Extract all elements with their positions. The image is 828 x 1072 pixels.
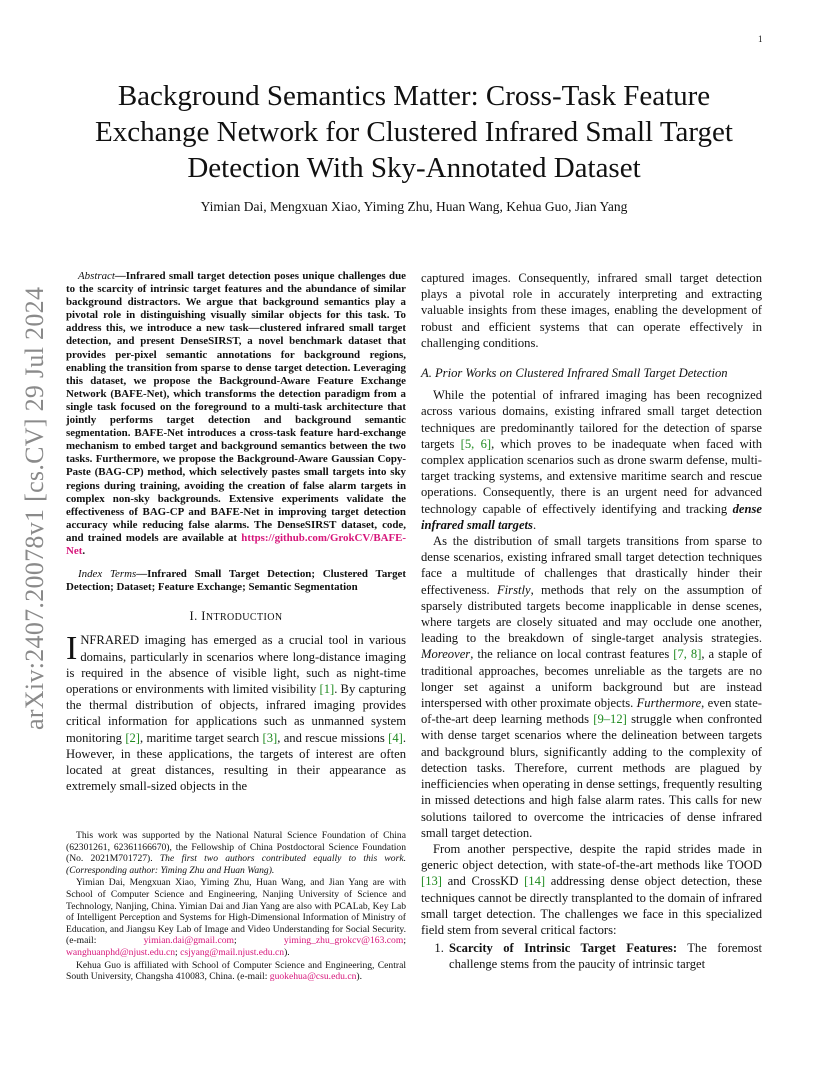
github-link[interactable]: https://github.com/GrokCV/BAFE-Net — [66, 531, 406, 557]
index-terms-label: Index Terms — [78, 568, 137, 581]
citation-link[interactable]: [9–12] — [593, 712, 627, 727]
citation-link[interactable]: [14] — [524, 874, 546, 889]
citation-link[interactable]: [13] — [421, 874, 442, 889]
index-terms: Index Terms—Infrared Small Target Detection; Clustered Target Detection; Dataset; Feature Exchange; Semantic Segmentation — [66, 568, 406, 594]
citation-link[interactable]: [1] — [319, 682, 335, 697]
subsection-heading-prior-works: A. Prior Works on Clustered Infrared Small Target Detection — [421, 366, 728, 381]
prior-works-paragraph-2: As the distribution of small targets transitions from sparse to dense scenarios, existing infrared small target detection techniques face a multitude of challenges that drastically hinder their effectiveness. Firstly, methods that rely on the assumption of sparsely distributed targets become inapplicable in dense scenes, where targets are closely situated and may occlude one another, leading to the breakdown of single-target analysis strategies. Moreover, the reliance on local contrast features [7, 8], a staple of traditional approaches, becomes unreliable as the targets are no longer set against a uniform background but are instead interspersed with other proximate objects. Furthermore, even state-of-the-art deep learning methods [9–12] struggle when confronted with dense target scenarios where the delineation between targets and background blurs, significantly adding to the complexity of detection tasks. Therefore, current methods are plagued by inefficiencies when operating in dense settings, frequently resulting in missed detections and high false alarm rates. This calls for new solutions tailored to overcome the intricacies of dense infrared small target detection. — [421, 534, 762, 840]
drop-cap: I — [66, 630, 78, 668]
section-heading-introduction: I. INTRODUCTION — [189, 609, 283, 624]
paper-title: Background Semantics Matter: Cross-Task Feature Exchange Network for Clustered Infrared Small Target Detection With Sky-Annotated Dataset — [95, 80, 733, 184]
email-link[interactable]: yimian.dai@gmail.com — [143, 935, 234, 947]
email-link[interactable]: csjyang@mail.njust.edu.cn — [180, 946, 285, 958]
arxiv-stamp: arXiv:2407.20078v1 [cs.CV] 29 Jul 2024 — [20, 286, 49, 730]
funding-footnote: This work was supported by the National Natural Science Foundation of China (62301261, 62361166670), the Fellowship of China Postdoctoral Science Foundation (No. 2021M701727). The first two authors contributed equally to this work. (Corresponding author: Yiming Zhu and Huan Wang). — [66, 830, 406, 876]
intro-paragraph-continued: captured images. Consequently, infrared small target detection plays a pivotal role in accurately interpreting and extracting valuable insights from these images, enabling the development of robust and efficient systems that can operate effectively in challenging conditions. — [421, 271, 762, 350]
email-link[interactable]: guokehua@csu.edu.cn — [269, 971, 357, 983]
author-list: Yimian Dai, Mengxuan Xiao, Yiming Zhu, Huan Wang, Kehua Guo, Jian Yang — [200, 199, 628, 214]
citation-link[interactable]: [3] — [262, 730, 278, 745]
email-link[interactable]: yiming_zhu_grokcv@163.com — [283, 935, 404, 947]
email-link[interactable]: wanghuanphd@njust.edu.cn — [66, 946, 176, 958]
prior-works-paragraph-1: While the potential of infrared imaging has been recognized across various domains, existing infrared small target detection techniques are predominantly tailored for the detection of sparse targets [5, 6], which proves to be inadequate when faced with complex application scenarios such as drone swarm defense, multi-target tracking systems, and extensive maritime search and rescue operations. Consequently, there is an urgent need for advanced technology capable of effectively identifying and tracking dense infrared small targets. — [421, 388, 763, 532]
footnotes — [66, 830, 406, 984]
page-number: 1 — [758, 34, 763, 44]
abstract: Abstract—Infrared small target detection poses unique challenges due to the scarcity of intrinsic target features and the abundance of similar background distractors. We argue that background semantics play a pivotal role in distinguishing visually similar objects for this task. To address this, we introduce a new task—clustered infrared small target detection, and present DenseSIRST, a novel benchmark dataset that provides per-pixel semantic annotations for background regions, enabling the transition from sparse to dense target detection. Leveraging this dataset, we propose the Background-Aware Feature Exchange Network (BAFE-Net), which transforms the detection paradigm from a single task focused on the foreground to a multi-task architecture that jointly performs target detection and background semantic segmentation. BAFE-Net introduces a cross-task feature hard-exchange mechanism to embed target and background semantics between the two tasks. Furthermore, we propose the Background-Aware Gaussian Copy-Paste (BAG-CP) method, which selectively pastes small targets into sky regions during training, avoiding the creation of false alarm targets in complex non-sky backgrounds. Extensive experiments validate the effectiveness of BAG-CP and BAFE-Net in improving target detection accuracy while reducing false alarms. The DenseSIRST dataset, code, and trained models are available at https://github.com/GrokCV/BAFE-Net. — [66, 270, 406, 557]
right-column — [421, 270, 762, 973]
affiliation-footnote: Yimian Dai, Mengxuan Xiao, Yiming Zhu, Huan Wang, and Jian Yang are with School of Computer Science and Engineering, Nanjing University of Science and Technology, Nanjing, China. Yimian Dai and Jian Yang are also with PCALab, Key Lab of Intelligent Perception and Systems for High-Dimensional Information of Ministry of Education, and Jiangsu Key Lab of Image and Video Understanding for Social Security. (e-mail: yimian.dai@gmail.com; yiming_zhu_grokcv@163.com; wanghuanphd@njust.edu.cn; csjyang@mail.njust.edu.cn). — [66, 877, 406, 958]
citation-link[interactable]: [2] — [125, 730, 140, 745]
abstract-label: Abstract — [78, 270, 115, 282]
left-column — [66, 270, 406, 794]
citation-link[interactable]: [4] — [388, 730, 403, 745]
prior-works-paragraph-3: From another perspective, despite the rapid strides made in generic object detection, with state-of-the-art methods like TOOD [13] and CrossKD [14] addressing dense object detection, these techniques cannot be directly transplanted to the domain of infrared small target detection. The challenges we face in this specialized field stem from several critical factors: — [421, 841, 762, 937]
intro-paragraph: INFRARED imaging has emerged as a crucial tool in various domains, particularly in scenarios where long-distance imaging is required in the absence of visible light, such as night-time operations or environments with limited visibility [1]. By capturing the thermal distribution of objects, infrared imaging provides critical information for applications such as unmanned system monitoring [2], maritime target search [3], and rescue missions [4]. However, in these applications, the targets of interest are often located at great distances, resulting in their appearance as extremely small-sized objects in the — [66, 630, 407, 794]
affiliation-footnote-2: Kehua Guo is affiliated with School of Computer Science and Engineering, Central South University, Changsha 410083, China. (e-mail: guokehua@csu.edu.cn). — [66, 959, 406, 983]
citation-link[interactable]: [7, 8] — [673, 647, 702, 662]
citation-link[interactable]: [5, 6] — [460, 436, 492, 451]
challenge-list — [421, 940, 762, 972]
list-item: 1. Scarcity of Intrinsic Target Features: The foremost challenge stems from the paucity of intrinsic target — [447, 940, 762, 972]
